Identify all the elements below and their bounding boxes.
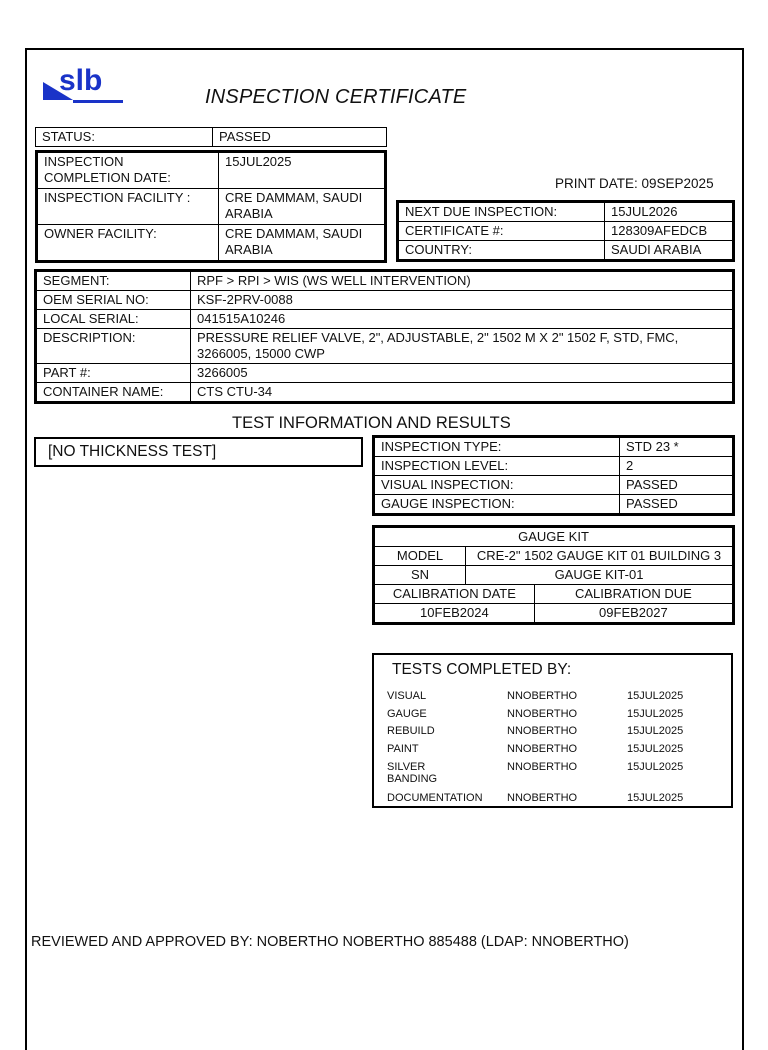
info-value: CRE DAMMAM, SAUDI ARABIA xyxy=(219,225,385,261)
info-label: INSPECTION COMPLETION DATE: xyxy=(38,153,219,189)
detail-value: CTS CTU-34 xyxy=(191,383,733,402)
test-name: PAINT xyxy=(387,743,419,755)
inspection-info-table xyxy=(37,152,385,261)
results-table xyxy=(374,437,733,514)
approval-footer: REVIEWED AND APPROVED BY: NOBERTHO NOBERTHO 885488 (LDAP: NNOBERTHO) xyxy=(31,934,629,950)
test-by: NNOBERTHO xyxy=(507,690,578,702)
model-label: MODEL xyxy=(375,547,466,566)
gauge-kit-table xyxy=(374,527,733,623)
print-date: PRINT DATE: 09SEP2025 xyxy=(555,176,714,191)
due-label: CERTIFICATE #: xyxy=(399,222,605,241)
detail-value: PRESSURE RELIEF VALVE, 2", ADJUSTABLE, 2" 1502 M X 2" 1502 F, STD, FMC, 3266005, 15000 CWP xyxy=(191,329,733,364)
test-date: 15JUL2025 xyxy=(627,708,684,720)
tests-completed-box xyxy=(372,653,733,808)
gauge-kit-title: GAUGE KIT xyxy=(375,528,733,547)
calibration-due-label: CALIBRATION DUE xyxy=(534,585,732,604)
status-value: PASSED xyxy=(213,128,387,147)
detail-value: KSF-2PRV-0088 xyxy=(191,291,733,310)
info-label: INSPECTION FACILITY : xyxy=(38,189,219,225)
test-date: 15JUL2025 xyxy=(627,690,684,702)
result-label: INSPECTION LEVEL: xyxy=(375,457,620,476)
due-label: NEXT DUE INSPECTION: xyxy=(399,203,605,222)
test-by: NNOBERTHO xyxy=(507,743,578,755)
result-label: GAUGE INSPECTION: xyxy=(375,495,620,514)
due-value: SAUDI ARABIA xyxy=(605,241,733,260)
test-name: DOCUMENTATION xyxy=(387,792,483,804)
info-value: CRE DAMMAM, SAUDI ARABIA xyxy=(219,189,385,225)
detail-label: CONTAINER NAME: xyxy=(37,383,191,402)
detail-label: OEM SERIAL NO: xyxy=(37,291,191,310)
result-value: PASSED xyxy=(620,476,733,495)
test-date: 15JUL2025 xyxy=(627,761,684,773)
test-date: 15JUL2025 xyxy=(627,725,684,737)
due-value: 15JUL2026 xyxy=(605,203,733,222)
calibration-date-label: CALIBRATION DATE xyxy=(375,585,535,604)
test-date: 15JUL2025 xyxy=(627,792,684,804)
detail-label: LOCAL SERIAL: xyxy=(37,310,191,329)
status-table xyxy=(35,127,387,147)
test-by: NNOBERTHO xyxy=(507,708,578,720)
section-title: TEST INFORMATION AND RESULTS xyxy=(232,414,511,432)
result-value: PASSED xyxy=(620,495,733,514)
sn-value: GAUGE KIT-01 xyxy=(466,566,733,585)
detail-label: DESCRIPTION: xyxy=(37,329,191,364)
sn-label: SN xyxy=(375,566,466,585)
status-label: STATUS: xyxy=(36,128,213,147)
detail-value: 041515A10246 xyxy=(191,310,733,329)
result-value: STD 23 * xyxy=(620,438,733,457)
test-name: SILVER BANDING xyxy=(387,761,438,785)
info-label: OWNER FACILITY: xyxy=(38,225,219,261)
test-by: NNOBERTHO xyxy=(507,761,578,773)
slb-logo xyxy=(43,66,125,106)
test-name: REBUILD xyxy=(387,725,435,737)
test-date: 15JUL2025 xyxy=(627,743,684,755)
info-value: 15JUL2025 xyxy=(219,153,385,189)
page-title: INSPECTION CERTIFICATE xyxy=(205,86,467,108)
due-value: 128309AFEDCB xyxy=(605,222,733,241)
result-label: INSPECTION TYPE: xyxy=(375,438,620,457)
detail-label: PART #: xyxy=(37,364,191,383)
test-by: NNOBERTHO xyxy=(507,792,578,804)
details-table xyxy=(36,271,733,402)
svg-text:slb: slb xyxy=(59,66,103,97)
model-value: CRE-2" 1502 GAUGE KIT 01 BUILDING 3 xyxy=(466,547,733,566)
detail-value: RPF > RPI > WIS (WS WELL INTERVENTION) xyxy=(191,272,733,291)
detail-label: SEGMENT: xyxy=(37,272,191,291)
result-label: VISUAL INSPECTION: xyxy=(375,476,620,495)
due-label: COUNTRY: xyxy=(399,241,605,260)
tests-title: TESTS COMPLETED BY: xyxy=(392,661,572,678)
calibration-due-value: 09FEB2027 xyxy=(534,604,732,623)
no-thickness-box: [NO THICKNESS TEST] xyxy=(34,437,363,467)
test-name: GAUGE xyxy=(387,708,427,720)
calibration-date-value: 10FEB2024 xyxy=(375,604,535,623)
test-by: NNOBERTHO xyxy=(507,725,578,737)
result-value: 2 xyxy=(620,457,733,476)
test-name: VISUAL xyxy=(387,690,427,702)
detail-value: 3266005 xyxy=(191,364,733,383)
due-table xyxy=(398,202,733,260)
